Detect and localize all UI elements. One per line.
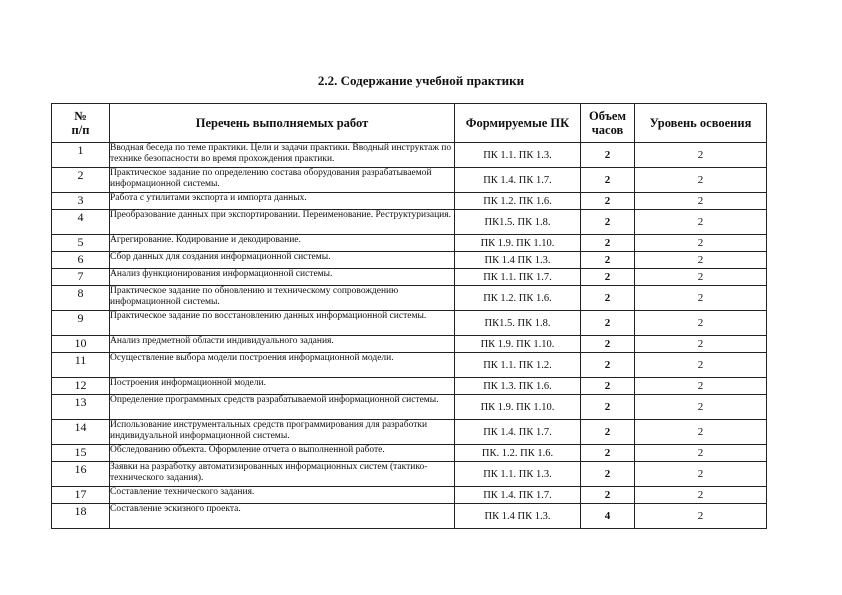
mastery-level-cell: 2 <box>635 168 767 193</box>
competencies-cell: ПК 1.9. ПК 1.10. <box>455 395 581 420</box>
row-number-cell: 7 <box>52 269 110 286</box>
mastery-level-cell: 2 <box>635 420 767 445</box>
work-description-cell: Использование инструментальных средств программирования для разработки индивидуальной информационной системы. <box>110 420 455 445</box>
work-description-cell: Построения информационной модели. <box>110 378 455 395</box>
row-number-cell: 2 <box>52 168 110 193</box>
hours-cell: 2 <box>581 445 635 462</box>
competencies-cell: ПК 1.4. ПК 1.7. <box>455 168 581 193</box>
competencies-cell: ПК 1.1. ПК 1.7. <box>455 269 581 286</box>
competencies-cell: ПК 1.9. ПК 1.10. <box>455 235 581 252</box>
mastery-level-cell: 2 <box>635 462 767 487</box>
work-description-cell: Вводная беседа по теме практики. Цели и задачи практики. Вводный инструктаж по технике безопасности во время прохождения практики. <box>110 143 455 168</box>
row-number-cell: 17 <box>52 487 110 504</box>
table-row <box>52 252 767 269</box>
competencies-cell: ПК 1.4. ПК 1.7. <box>455 420 581 445</box>
mastery-level-cell: 2 <box>635 269 767 286</box>
hours-cell: 2 <box>581 286 635 311</box>
mastery-level-cell: 2 <box>635 504 767 529</box>
table-row <box>52 193 767 210</box>
table-row <box>52 487 767 504</box>
header-hours: Объем часов <box>581 104 635 143</box>
competencies-cell: ПК1.5. ПК 1.8. <box>455 210 581 235</box>
work-description-cell: Сбор данных для создания информационной системы. <box>110 252 455 269</box>
table-row <box>52 269 767 286</box>
competencies-cell: ПК1.5. ПК 1.8. <box>455 311 581 336</box>
table-row <box>52 395 767 420</box>
table-row <box>52 286 767 311</box>
mastery-level-cell: 2 <box>635 395 767 420</box>
mastery-level-cell: 2 <box>635 445 767 462</box>
competencies-cell: ПК 1.4 ПК 1.3. <box>455 252 581 269</box>
header-competencies: Формируемые ПК <box>455 104 581 143</box>
competencies-cell: ПК 1.3. ПК 1.6. <box>455 378 581 395</box>
hours-cell: 2 <box>581 168 635 193</box>
work-description-cell: Составление технического задания. <box>110 487 455 504</box>
hours-cell: 2 <box>581 395 635 420</box>
mastery-level-cell: 2 <box>635 143 767 168</box>
hours-cell: 2 <box>581 378 635 395</box>
competencies-cell: ПК 1.2. ПК 1.6. <box>455 193 581 210</box>
hours-cell: 2 <box>581 311 635 336</box>
hours-cell: 2 <box>581 353 635 378</box>
row-number-cell: 4 <box>52 210 110 235</box>
row-number-cell: 1 <box>52 143 110 168</box>
header-number: № п/п <box>52 104 110 143</box>
row-number-cell: 18 <box>52 504 110 529</box>
row-number-cell: 14 <box>52 420 110 445</box>
row-number-cell: 15 <box>52 445 110 462</box>
table-row <box>52 143 767 168</box>
work-description-cell: Обследованию объекта. Оформление отчета о выполненной работе. <box>110 445 455 462</box>
row-number-cell: 6 <box>52 252 110 269</box>
row-number-cell: 8 <box>52 286 110 311</box>
table-row <box>52 462 767 487</box>
competencies-cell: ПК 1.1. ПК 1.3. <box>455 462 581 487</box>
table-row <box>52 420 767 445</box>
work-description-cell: Заявки на разработку автоматизированных информационных систем (тактико-технического задания). <box>110 462 455 487</box>
work-description-cell: Анализ функционирования информационной системы. <box>110 269 455 286</box>
page-title: 2.2. Содержание учебной практики <box>317 73 525 88</box>
work-description-cell: Практическое задание по обновлению и техническому сопровождению информационной системы. <box>110 286 455 311</box>
table-row <box>52 445 767 462</box>
work-description-cell: Практическое задание по определению состава оборудования разрабатываемой информационной системы. <box>110 168 455 193</box>
mastery-level-cell: 2 <box>635 193 767 210</box>
row-number-cell: 16 <box>52 462 110 487</box>
work-description-cell: Определение программных средств разрабатываемой информационной системы. <box>110 395 455 420</box>
table-row <box>52 336 767 353</box>
row-number-cell: 10 <box>52 336 110 353</box>
mastery-level-cell: 2 <box>635 487 767 504</box>
table-row <box>52 168 767 193</box>
table-header-row <box>52 104 767 143</box>
row-number-cell: 13 <box>52 395 110 420</box>
mastery-level-cell: 2 <box>635 286 767 311</box>
hours-cell: 2 <box>581 235 635 252</box>
table-body <box>52 143 767 529</box>
row-number-cell: 5 <box>52 235 110 252</box>
table-row <box>52 504 767 529</box>
hours-cell: 2 <box>581 487 635 504</box>
row-number-cell: 9 <box>52 311 110 336</box>
header-level: Уровень освоения <box>635 104 767 143</box>
table-row <box>52 210 767 235</box>
mastery-level-cell: 2 <box>635 252 767 269</box>
work-description-cell: Работа с утилитами экспорта и импорта данных. <box>110 193 455 210</box>
work-description-cell: Анализ предметной области индивидуального задания. <box>110 336 455 353</box>
table-row <box>52 311 767 336</box>
table-row <box>52 378 767 395</box>
competencies-cell: ПК 1.4 ПК 1.3. <box>455 504 581 529</box>
hours-cell: 2 <box>581 336 635 353</box>
hours-cell: 2 <box>581 143 635 168</box>
header-work-list: Перечень выполняемых работ <box>110 104 455 143</box>
work-description-cell: Составление эскизного проекта. <box>110 504 455 529</box>
competencies-cell: ПК 1.2. ПК 1.6. <box>455 286 581 311</box>
mastery-level-cell: 2 <box>635 311 767 336</box>
hours-cell: 2 <box>581 210 635 235</box>
hours-cell: 4 <box>581 504 635 529</box>
table-row <box>52 353 767 378</box>
row-number-cell: 12 <box>52 378 110 395</box>
hours-cell: 2 <box>581 462 635 487</box>
row-number-cell: 11 <box>52 353 110 378</box>
practice-content-table <box>51 103 767 529</box>
hours-cell: 2 <box>581 252 635 269</box>
mastery-level-cell: 2 <box>635 336 767 353</box>
hours-cell: 2 <box>581 193 635 210</box>
work-description-cell: Агрегирование. Кодирование и декодирование. <box>110 235 455 252</box>
work-description-cell: Преобразование данных при экспортировании. Переименование. Реструктуризация. <box>110 210 455 235</box>
mastery-level-cell: 2 <box>635 235 767 252</box>
competencies-cell: ПК 1.1. ПК 1.3. <box>455 143 581 168</box>
table-row <box>52 235 767 252</box>
mastery-level-cell: 2 <box>635 353 767 378</box>
row-number-cell: 3 <box>52 193 110 210</box>
competencies-cell: ПК 1.1. ПК 1.2. <box>455 353 581 378</box>
competencies-cell: ПК 1.9. ПК 1.10. <box>455 336 581 353</box>
work-description-cell: Практическое задание по восстановлению данных информационной системы. <box>110 311 455 336</box>
mastery-level-cell: 2 <box>635 378 767 395</box>
hours-cell: 2 <box>581 269 635 286</box>
hours-cell: 2 <box>581 420 635 445</box>
mastery-level-cell: 2 <box>635 210 767 235</box>
competencies-cell: ПК 1.4. ПК 1.7. <box>455 487 581 504</box>
work-description-cell: Осуществление выбора модели построения информационной модели. <box>110 353 455 378</box>
competencies-cell: ПК. 1.2. ПК 1.6. <box>455 445 581 462</box>
